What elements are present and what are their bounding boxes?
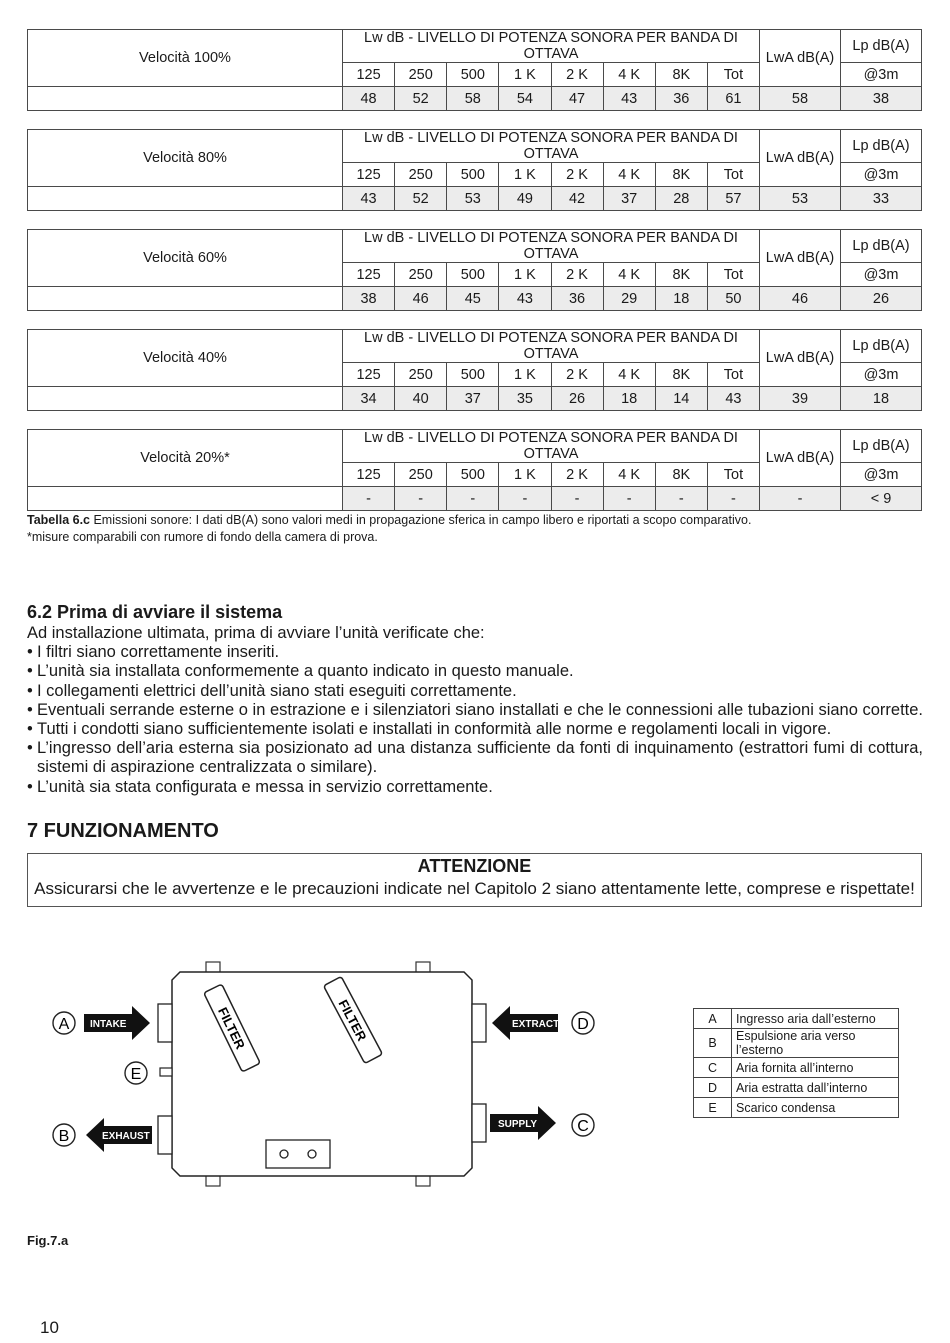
band-header: Tot bbox=[707, 463, 759, 487]
speed-label: Velocità 40% bbox=[28, 330, 343, 387]
list-item: • I collegamenti elettrici dell’unità siano stati eseguiti correttamente. bbox=[27, 682, 923, 701]
table-row bbox=[694, 1078, 899, 1098]
band-header: 4 K bbox=[603, 363, 655, 387]
speed-label: Velocità 100% bbox=[28, 30, 343, 87]
value-cell: 42 bbox=[551, 187, 603, 211]
letter-d: D bbox=[577, 1016, 589, 1033]
band-header: 125 bbox=[343, 363, 395, 387]
value-cell: - bbox=[343, 487, 395, 511]
list-item: • L’unità sia stata configurata e messa in servizio correttamente. bbox=[27, 778, 923, 797]
sound-table-3 bbox=[27, 229, 922, 311]
band-header: Tot bbox=[707, 163, 759, 187]
diagram-legend bbox=[693, 1008, 899, 1118]
band-header: 1 K bbox=[499, 63, 551, 87]
value-cell: 45 bbox=[447, 287, 499, 311]
band-header: 500 bbox=[447, 363, 499, 387]
legend-text: Ingresso aria dall’esterno bbox=[732, 1009, 899, 1029]
value-cell: 29 bbox=[603, 287, 655, 311]
value-cell: - bbox=[603, 487, 655, 511]
value-cell: 43 bbox=[603, 87, 655, 111]
value-cell: 58 bbox=[447, 87, 499, 111]
lwa-header: LwA dB(A) bbox=[760, 430, 841, 487]
bullet-text: I collegamenti elettrici dell’unità siano stati eseguiti correttamente. bbox=[37, 681, 517, 700]
legend-key: B bbox=[694, 1029, 732, 1058]
lp-sub-header: @3m bbox=[841, 463, 922, 487]
band-header: 500 bbox=[447, 63, 499, 87]
table-row bbox=[694, 1009, 899, 1029]
band-header: 4 K bbox=[603, 263, 655, 287]
table-row bbox=[694, 1098, 899, 1118]
duct-extract bbox=[472, 1004, 486, 1042]
caption-note: *misure comparabili con rumore di fondo della camera di prova. bbox=[27, 530, 378, 544]
bullet-text: I filtri siano correttamente inseriti. bbox=[37, 643, 280, 662]
value-cell: 14 bbox=[655, 387, 707, 411]
band-header: Tot bbox=[707, 63, 759, 87]
legend-text: Aria estratta dall’interno bbox=[732, 1078, 899, 1098]
band-header: 8K bbox=[655, 463, 707, 487]
band-header: 250 bbox=[395, 163, 447, 187]
value-cell: 35 bbox=[499, 387, 551, 411]
value-cell: - bbox=[707, 487, 759, 511]
band-header: 250 bbox=[395, 463, 447, 487]
lp-sub-header: @3m bbox=[841, 263, 922, 287]
value-cell: 37 bbox=[603, 187, 655, 211]
value-cell: 52 bbox=[395, 87, 447, 111]
attention-box bbox=[27, 853, 922, 907]
list-item: • Eventuali serrande esterne o in estrazione e i silenziatori siano installati e che le connessioni alle tubazioni siano corrette. bbox=[27, 700, 924, 719]
band-header: 125 bbox=[343, 63, 395, 87]
band-header: Tot bbox=[707, 363, 759, 387]
lp-cell: 18 bbox=[841, 387, 922, 411]
section-intro: Ad installazione ultimata, prima di avviare l’unità verificate che: bbox=[27, 624, 485, 642]
exhaust-label: EXHAUST bbox=[102, 1131, 150, 1142]
legend-text: Scarico condensa bbox=[732, 1098, 899, 1118]
unit-diagram bbox=[40, 958, 640, 1198]
band-header: 1 K bbox=[499, 463, 551, 487]
bullet-text: L’ingresso dell’aria esterna sia posizionato ad una distanza sufficiente da fonti di inquinamento (estrattori fumi di cottura, sistemi di aspirazione centralizzata o similare). bbox=[37, 739, 923, 777]
table-row bbox=[28, 187, 922, 211]
value-cell: 40 bbox=[395, 387, 447, 411]
caption-text: Emissioni sonore: I dati dB(A) sono valori medi in propagazione sferica in campo libero e riportati a scopo comparativo. bbox=[90, 513, 752, 527]
duct-supply bbox=[472, 1104, 486, 1142]
band-header: 4 K bbox=[603, 63, 655, 87]
value-cell: - bbox=[655, 487, 707, 511]
letter-e: E bbox=[130, 1066, 142, 1083]
band-header: 1 K bbox=[499, 363, 551, 387]
list-item: • L’unità sia installata conformemente a quanto indicato in questo manuale. bbox=[27, 662, 923, 681]
lp-header: Lp dB(A) bbox=[841, 130, 922, 163]
value-cell: 38 bbox=[343, 287, 395, 311]
lp-sub-header: @3m bbox=[841, 363, 922, 387]
legend-key: E bbox=[694, 1098, 732, 1118]
lp-header: Lp dB(A) bbox=[841, 230, 922, 263]
band-header: 500 bbox=[447, 463, 499, 487]
lwa-cell: 39 bbox=[760, 387, 841, 411]
bottom-bracket bbox=[266, 1140, 330, 1168]
bullet-text: L’unità sia installata conformemente a quanto indicato in questo manuale. bbox=[37, 662, 574, 681]
band-header: Tot bbox=[707, 263, 759, 287]
band-header: 2 K bbox=[551, 463, 603, 487]
condensate-drain bbox=[160, 1068, 172, 1076]
band-header: 250 bbox=[395, 63, 447, 87]
value-cell: 61 bbox=[707, 87, 759, 111]
band-header: 250 bbox=[395, 363, 447, 387]
table-row bbox=[28, 287, 922, 311]
value-cell: - bbox=[551, 487, 603, 511]
lwa-header: LwA dB(A) bbox=[760, 30, 841, 87]
value-cell: 43 bbox=[499, 287, 551, 311]
value-cell: 43 bbox=[343, 187, 395, 211]
filter-label: FILTER bbox=[215, 1004, 249, 1052]
sound-table-2 bbox=[27, 129, 922, 211]
table-row bbox=[694, 1058, 899, 1078]
value-cell: 50 bbox=[707, 287, 759, 311]
letter-a: A bbox=[58, 1016, 70, 1033]
duct-intake bbox=[158, 1004, 172, 1042]
band-title: Lw dB - LIVELLO DI POTENZA SONORA PER BANDA DI OTTAVA bbox=[343, 330, 760, 363]
band-header: 4 K bbox=[603, 163, 655, 187]
value-cell: 18 bbox=[655, 287, 707, 311]
speed-label: Velocità 80% bbox=[28, 130, 343, 187]
value-cell: 36 bbox=[655, 87, 707, 111]
lp-cell: 38 bbox=[841, 87, 922, 111]
caption-label: Tabella 6.c bbox=[27, 513, 90, 527]
band-header: 2 K bbox=[551, 163, 603, 187]
band-header: 125 bbox=[343, 263, 395, 287]
list-item: • Tutti i condotti siano sufficientemente isolati e installati in conformità alle norme e regolamenti locali in vigore. bbox=[27, 720, 923, 739]
legend-key: D bbox=[694, 1078, 732, 1098]
lwa-cell: 53 bbox=[760, 187, 841, 211]
lp-sub-header: @3m bbox=[841, 163, 922, 187]
band-header: 8K bbox=[655, 163, 707, 187]
lwa-header: LwA dB(A) bbox=[760, 130, 841, 187]
table-caption bbox=[27, 512, 751, 546]
value-cell: 57 bbox=[707, 187, 759, 211]
letter-b: B bbox=[58, 1128, 70, 1145]
lp-header: Lp dB(A) bbox=[841, 330, 922, 363]
value-cell: 26 bbox=[551, 387, 603, 411]
band-header: 8K bbox=[655, 263, 707, 287]
value-cell: 48 bbox=[343, 87, 395, 111]
table-row bbox=[28, 487, 922, 511]
lwa-cell: 58 bbox=[760, 87, 841, 111]
value-cell: 54 bbox=[499, 87, 551, 111]
value-cell: 46 bbox=[395, 287, 447, 311]
lp-cell: 26 bbox=[841, 287, 922, 311]
attention-text: Assicurarsi che le avvertenze e le precauzioni indicate nel Capitolo 2 siano attentamente lette, comprese e rispettate! bbox=[34, 879, 915, 898]
list-item: • L’ingresso dell’aria esterna sia posizionato ad una distanza sufficiente da fonti di inquinamento (estrattori fumi di cottura, sistemi di aspirazione centralizzata o similare). bbox=[27, 739, 923, 777]
value-cell: - bbox=[499, 487, 551, 511]
supply-label: SUPPLY bbox=[498, 1119, 538, 1130]
legend-key: C bbox=[694, 1058, 732, 1078]
bullet-text: L’unità sia stata configurata e messa in servizio correttamente. bbox=[37, 777, 493, 796]
lp-header: Lp dB(A) bbox=[841, 30, 922, 63]
lwa-cell: 46 bbox=[760, 287, 841, 311]
value-cell: 49 bbox=[499, 187, 551, 211]
value-cell: 53 bbox=[447, 187, 499, 211]
band-header: 250 bbox=[395, 263, 447, 287]
filter-label: FILTER bbox=[335, 997, 370, 1044]
duct-exhaust bbox=[158, 1116, 172, 1154]
value-cell: 43 bbox=[707, 387, 759, 411]
legend-text: Espulsione aria verso l’esterno bbox=[732, 1029, 899, 1058]
value-cell: 18 bbox=[603, 387, 655, 411]
value-cell: 34 bbox=[343, 387, 395, 411]
lwa-header: LwA dB(A) bbox=[760, 230, 841, 287]
extract-label: EXTRACT bbox=[512, 1019, 560, 1030]
band-header: 8K bbox=[655, 63, 707, 87]
lp-cell: 33 bbox=[841, 187, 922, 211]
lp-cell: < 9 bbox=[841, 487, 922, 511]
band-header: 1 K bbox=[499, 163, 551, 187]
list-item: • I filtri siano correttamente inseriti. bbox=[27, 643, 923, 662]
intake-label: INTAKE bbox=[90, 1019, 127, 1030]
value-cell: 52 bbox=[395, 187, 447, 211]
band-header: 1 K bbox=[499, 263, 551, 287]
table-row bbox=[28, 387, 922, 411]
value-cell: 47 bbox=[551, 87, 603, 111]
value-cell: 28 bbox=[655, 187, 707, 211]
band-title: Lw dB - LIVELLO DI POTENZA SONORA PER BANDA DI OTTAVA bbox=[343, 430, 760, 463]
band-header: 125 bbox=[343, 463, 395, 487]
table-row bbox=[694, 1029, 899, 1058]
sound-table-5 bbox=[27, 429, 922, 511]
figure-label: Fig.7.a bbox=[27, 1233, 69, 1248]
bullet-text: Eventuali serrande esterne o in estrazione e i silenziatori siano installati e che le connessioni alle tubazioni siano corrette. bbox=[37, 700, 924, 719]
band-header: 2 K bbox=[551, 63, 603, 87]
value-cell: 36 bbox=[551, 287, 603, 311]
band-header: 125 bbox=[343, 163, 395, 187]
speed-label: Velocità 60% bbox=[28, 230, 343, 287]
lp-header: Lp dB(A) bbox=[841, 430, 922, 463]
band-header: 500 bbox=[447, 263, 499, 287]
section-7-title: 7 FUNZIONAMENTO bbox=[27, 820, 219, 842]
lwa-cell: - bbox=[760, 487, 841, 511]
sound-table-4 bbox=[27, 329, 922, 411]
band-title: Lw dB - LIVELLO DI POTENZA SONORA PER BANDA DI OTTAVA bbox=[343, 230, 760, 263]
value-cell: 37 bbox=[447, 387, 499, 411]
legend-text: Aria fornita all’interno bbox=[732, 1058, 899, 1078]
attention-title: ATTENZIONE bbox=[417, 856, 532, 876]
band-header: 500 bbox=[447, 163, 499, 187]
lp-sub-header: @3m bbox=[841, 63, 922, 87]
value-cell: - bbox=[395, 487, 447, 511]
sound-table-1 bbox=[27, 29, 922, 111]
page-number: 10 bbox=[40, 1318, 59, 1337]
band-title: Lw dB - LIVELLO DI POTENZA SONORA PER BANDA DI OTTAVA bbox=[343, 130, 760, 163]
legend-key: A bbox=[694, 1009, 732, 1029]
section-6-2-title: 6.2 Prima di avviare il sistema bbox=[27, 602, 283, 622]
bullet-text: Tutti i condotti siano sufficientemente isolati e installati in conformità alle norme e regolamenti locali in vigore. bbox=[37, 720, 832, 739]
speed-label: Velocità 20%* bbox=[28, 430, 343, 487]
section-6-2-body bbox=[27, 624, 923, 797]
letter-c: C bbox=[577, 1118, 589, 1135]
value-cell: - bbox=[447, 487, 499, 511]
band-header: 4 K bbox=[603, 463, 655, 487]
band-title: Lw dB - LIVELLO DI POTENZA SONORA PER BANDA DI OTTAVA bbox=[343, 30, 760, 63]
table-row bbox=[28, 87, 922, 111]
band-header: 2 K bbox=[551, 363, 603, 387]
lwa-header: LwA dB(A) bbox=[760, 330, 841, 387]
band-header: 8K bbox=[655, 363, 707, 387]
band-header: 2 K bbox=[551, 263, 603, 287]
